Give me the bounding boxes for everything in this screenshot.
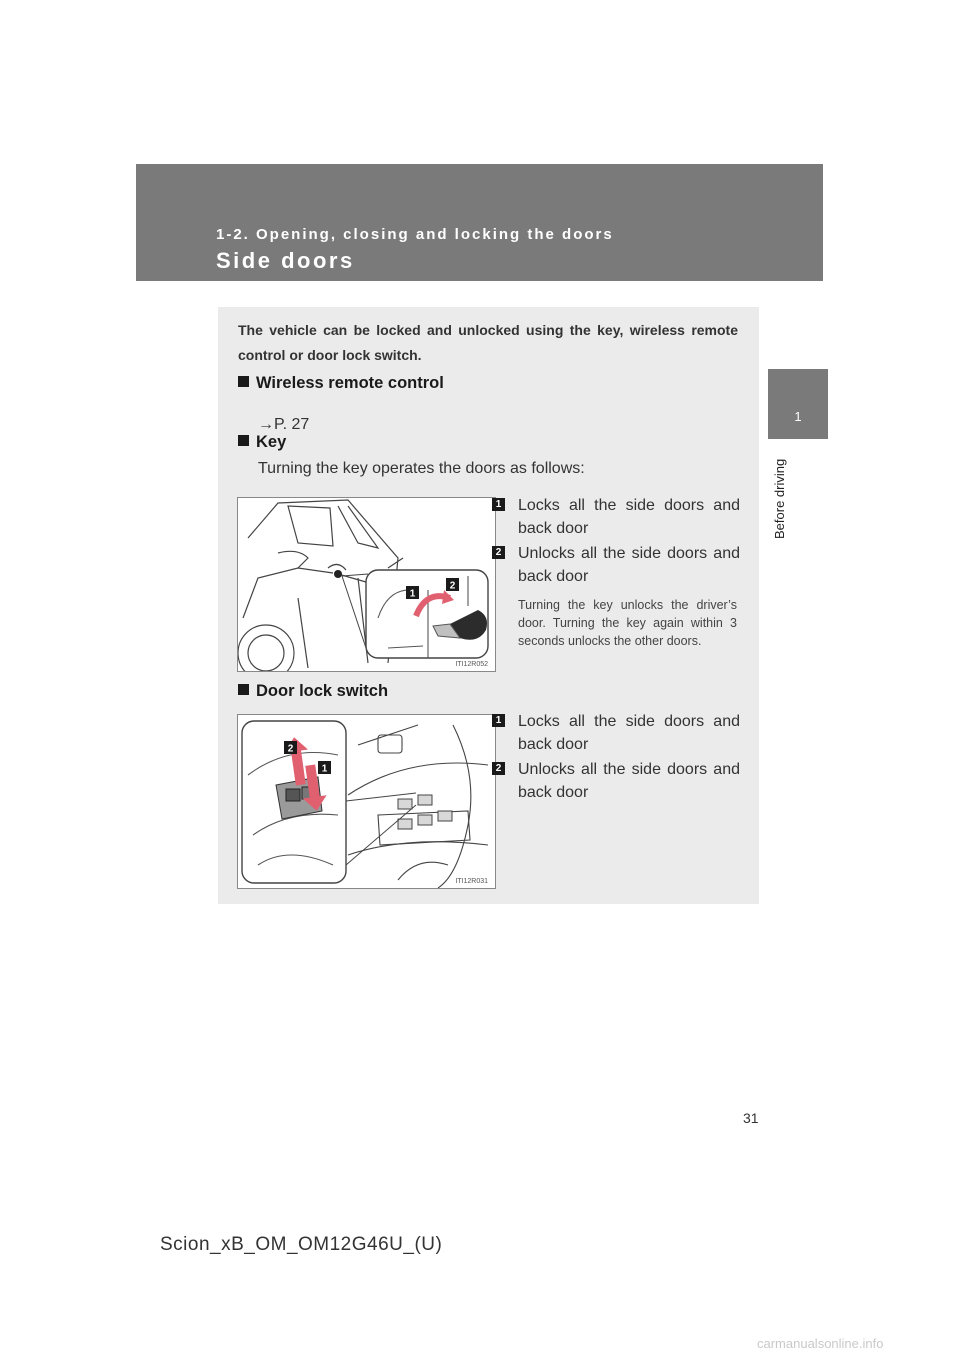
heading-key <box>238 433 286 452</box>
bullet-square-icon <box>238 435 249 446</box>
intro-text: The vehicle can be locked and unlocked using the key, wireless remote control or door lock switch. <box>238 322 738 363</box>
step-marker-1: 1 <box>492 714 505 727</box>
page-title: Side doors <box>216 248 355 273</box>
chapter-label: Before driving <box>772 458 787 539</box>
door-lock-switch-drawing <box>238 715 495 888</box>
heading-door-lock-switch <box>238 682 388 701</box>
key-step-lock <box>492 494 740 540</box>
key-step-unlock-text: Unlocks all the side doors and back door <box>518 545 740 585</box>
switch-illustration <box>237 714 496 889</box>
key-step-lock-text: Locks all the side doors and back door <box>518 497 740 537</box>
section-title: 1-2. Opening, closing and locking the doors <box>216 226 614 243</box>
page-number: 31 <box>743 1110 759 1126</box>
page-reference: →P. 27 <box>258 416 310 433</box>
step-marker-2: 2 <box>492 762 505 775</box>
watermark: carmanualsonline.info <box>757 1336 884 1351</box>
key-illustration <box>237 497 496 672</box>
section-header <box>136 164 823 281</box>
heading-key-text: Key <box>256 433 287 451</box>
switch-step-lock-text: Locks all the side doors and back door <box>518 713 740 753</box>
bullet-square-icon <box>238 684 249 695</box>
chapter-number: 1 <box>794 409 802 424</box>
heading-wireless-text: Wireless remote control <box>256 374 444 392</box>
heading-switch-text: Door lock switch <box>256 682 389 700</box>
chapter-label-wrap <box>770 447 790 547</box>
figure-marker-2: 2 <box>449 580 456 592</box>
key-step-unlock <box>492 542 740 588</box>
figure-marker-1: 1 <box>409 588 416 600</box>
key-description: Turning the key operates the doors as follows: <box>258 460 585 477</box>
figure-marker-2: 2 <box>287 743 294 755</box>
figure-code: ITI12R052 <box>455 661 488 668</box>
key-note: Turning the key unlocks the driver’s door. Turning the key again within 3 seconds unlocks the other doors. <box>518 598 737 648</box>
document-footer: Scion_xB_OM_OM12G46U_(U) <box>160 1234 443 1255</box>
switch-step-unlock-text: Unlocks all the side doors and back door <box>518 761 740 801</box>
figure-code: ITI12R031 <box>455 878 488 885</box>
switch-step-unlock <box>492 758 740 804</box>
bullet-square-icon <box>238 376 249 387</box>
heading-wireless-remote <box>238 374 444 393</box>
chapter-tab <box>768 369 828 439</box>
step-marker-1: 1 <box>492 498 505 511</box>
switch-step-lock <box>492 710 740 756</box>
step-marker-2: 2 <box>492 546 505 559</box>
figure-marker-1: 1 <box>321 763 328 775</box>
car-door-key-drawing <box>238 498 495 671</box>
